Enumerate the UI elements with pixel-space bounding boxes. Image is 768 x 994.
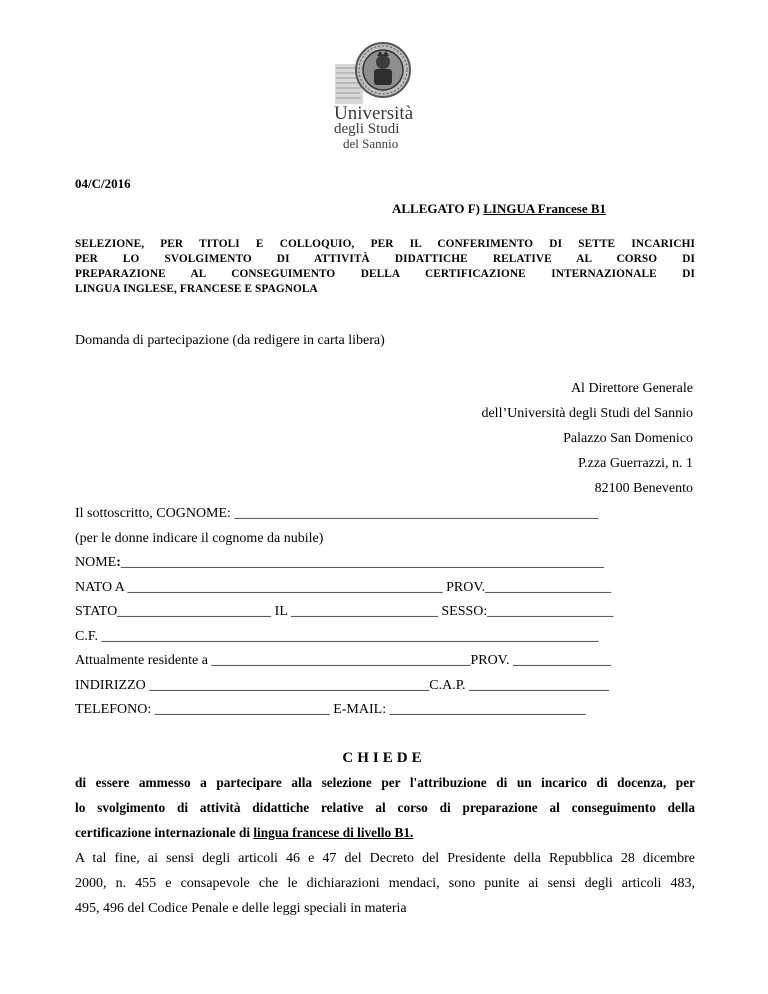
- logo-text-line1: Università: [334, 103, 414, 124]
- address-field[interactable]: INDIRIZZO ________________________________________C.A.P. ____________________: [75, 678, 609, 693]
- name-label: NOME: [75, 555, 117, 570]
- recipient-line: Al Direttore Generale: [570, 381, 693, 396]
- university-logo: [333, 38, 419, 150]
- request-paragraph: [75, 770, 695, 845]
- maiden-name-note: (per le donne indicare il cognome da nubile): [75, 531, 324, 546]
- selection-heading: [75, 237, 695, 297]
- residence-field[interactable]: Attualmente residente a _____________________________________PROV. ______________: [75, 653, 611, 668]
- attachment-prefix: ALLEGATO F): [392, 201, 484, 216]
- birthplace-field[interactable]: NATO A _____________________________________________ PROV.__________________: [75, 580, 612, 595]
- declaration-line: A tal fine, ai sensi degli articoli 46 e 47 del Decreto del Presidente della Repubblica 28 dicembre: [75, 851, 695, 866]
- attachment-language: LINGUA Francese B1: [483, 201, 607, 216]
- request-line: [75, 820, 695, 845]
- recipient-line: 82100 Benevento: [594, 481, 693, 496]
- logo-text-line3: del Sannio: [343, 136, 399, 151]
- declaration-line: 495, 496 del Codice Penale e delle leggi speciali in materia: [75, 901, 407, 916]
- logo-text-line2: degli Studi: [334, 121, 400, 137]
- phone-email-field[interactable]: TELEFONO: _________________________ E-MAIL: ____________________________: [75, 702, 586, 717]
- request-heading: CHIEDE: [342, 750, 426, 766]
- protocol-code: 04/C/2016: [75, 176, 131, 191]
- name-colon: :: [116, 555, 121, 570]
- name-line[interactable]: _____________________________________________________________________: [120, 555, 604, 570]
- request-line: lo svolgimento di attività didattiche relative al corso di preparazione al conseguimento della: [75, 800, 695, 815]
- application-subtitle: Domanda di partecipazione (da redigere in carta libera): [75, 333, 385, 348]
- request-line-prefix: certificazione internazionale di: [75, 825, 254, 840]
- recipient-line: Palazzo San Domenico: [563, 431, 693, 446]
- selection-heading-line: PER LO SVOLGIMENTO DI ATTIVITÀ DIDATTICHE RELATIVE AL CORSO DI: [75, 253, 695, 265]
- name-field[interactable]: [75, 555, 604, 571]
- recipient-line: P.zza Guerrazzi, n. 1: [577, 456, 693, 471]
- selection-heading-line: PREPARAZIONE AL CONSEGUIMENTO DELLA CERTIFICAZIONE INTERNAZIONALE DI: [75, 268, 695, 280]
- surname-field[interactable]: Il sottoscritto, COGNOME: ____________________________________________________: [75, 506, 599, 521]
- attachment-title: [392, 201, 606, 217]
- declaration-paragraph: [75, 846, 695, 921]
- request-line: di essere ammesso a partecipare alla selezione per l'attribuzione di un incarico di docenza, per: [75, 775, 695, 790]
- selection-heading-line: LINGUA INGLESE, FRANCESE E SPAGNOLA: [75, 283, 318, 295]
- tax-code-field[interactable]: C.F. _______________________________________________________________________: [75, 629, 599, 644]
- selection-heading-line: SELEZIONE, PER TITOLI E COLLOQUIO, PER IL CONFERIMENTO DI SETTE INCARICHI: [75, 238, 695, 250]
- country-date-sex-field[interactable]: STATO______________________ IL _____________________ SESSO:__________________: [75, 604, 614, 619]
- recipient-line: dell’Università degli Studi del Sannio: [481, 406, 693, 421]
- declaration-line: 2000, n. 455 e consapevole che le dichiarazioni mendaci, sono punite ai sensi degli articoli 483,: [75, 876, 695, 891]
- request-certification-level: lingua francese di livello B1.: [253, 825, 414, 840]
